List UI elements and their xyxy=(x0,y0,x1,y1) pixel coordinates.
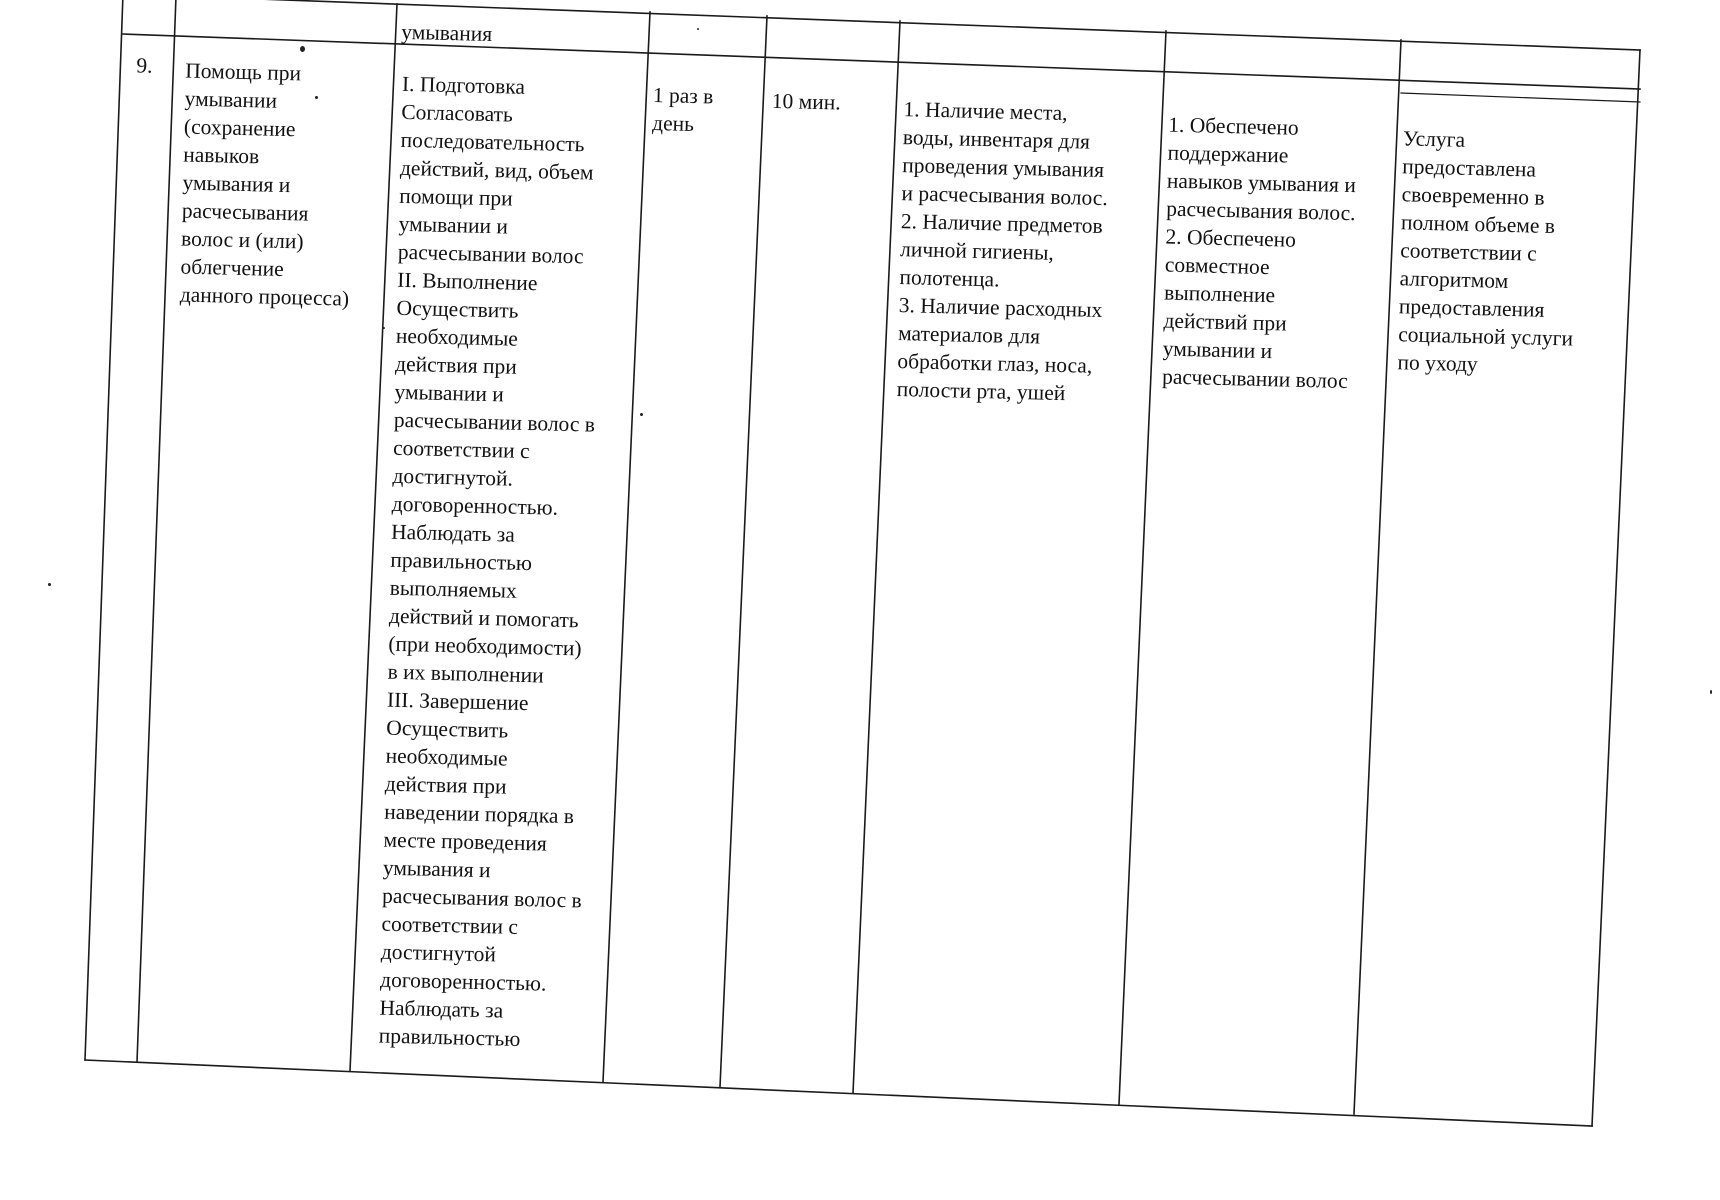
service-content: I. Подготовка Согласовать последовательность действий, вид, объем помощи при умывании и расчесывании волос II. Выполнение Осуществить необходимые действия при умывании и расчесывании волос в соответствии с достигнутой. договоренностью. Наблюдать за правильностью выполняемых действий и помогать (при необходимости) в их выполнении III. Завершение Осуществить необходимые действия при наведении порядка в месте проведения умывания и расчесывания волос в соответствии с достигнутой договоренностью. Наблюдать за правильностью xyxy=(378,71,596,1052)
row-number: 9. xyxy=(136,53,153,78)
scan-speck xyxy=(300,46,305,52)
service-duration: 10 мин. xyxy=(771,88,841,115)
scan-speck xyxy=(697,28,699,30)
scan-speck xyxy=(1710,690,1712,694)
scan-speck xyxy=(640,413,643,416)
service-result: 1. Обеспечено поддержание навыков умывания и расчесывания волос. 2. Обеспечено совместное выполнение действий при умывании и расчесывании волос xyxy=(1161,112,1357,394)
scan-speck xyxy=(48,583,51,586)
service-evaluation: Услуга предоставлена своевременно в полном объеме в соответствии с алгоритмом предоставления социальной услуги по уходу xyxy=(1397,126,1574,377)
prev-row-content-tail: умывания xyxy=(401,19,493,47)
service-name: Помощь при умывании (сохранение навыков умывания и расчесывания волос и (или) облегчение данного процесса) xyxy=(179,58,350,311)
scan-speck xyxy=(382,327,385,329)
scan-speck xyxy=(315,96,318,99)
service-frequency: 1 раз в день xyxy=(651,82,714,136)
service-conditions: 1. Наличие места, воды, инвентаря для проведения умывания и расчесывания волос. 2. Наличие предметов личной гигиены, полотенца. 3. Наличие расходных материалов для обработки глаз, носа, полости рта, ушей xyxy=(896,97,1109,406)
